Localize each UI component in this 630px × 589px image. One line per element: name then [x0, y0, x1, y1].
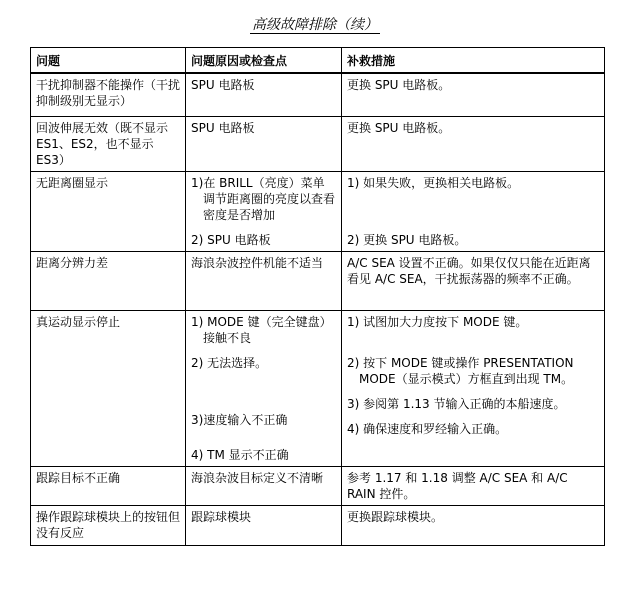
cause-cell: SPU 电路板	[186, 117, 342, 172]
table-row	[31, 311, 605, 467]
cause-item: 2) SPU 电路板	[191, 233, 271, 247]
remedy-cell: 更换 SPU 电路板。	[342, 117, 605, 172]
troubleshooting-table	[30, 47, 605, 546]
table-row	[31, 172, 605, 252]
remedy-item: 1) 试图加大力度按下 MODE 键。	[347, 315, 528, 329]
problem-cell: 距离分辨力差	[31, 252, 186, 311]
problem-cell: 跟踪目标不正确	[31, 467, 186, 506]
cause-cell: SPU 电路板	[186, 73, 342, 117]
table-row	[31, 506, 605, 546]
cause-cell	[186, 172, 342, 252]
remedy-item: 1) 如果失败，更换相关电路板。	[347, 176, 520, 190]
problem-cell: 无距离圈显示	[31, 172, 186, 252]
header-cause: 问题原因或检查点	[186, 48, 342, 74]
remedy-item: 3) 参阅第 1.13 节输入正确的本船速度。	[347, 397, 566, 411]
cause-cell	[186, 311, 342, 467]
cause-cell: 海浪杂波控件机能不适当	[186, 252, 342, 311]
problem-cell: 干扰抑制器不能操作（干扰抑制级别无显示）	[31, 73, 186, 117]
problem-cell: 回波伸展无效（既不显示ES1、ES2，也不显示 ES3）	[31, 117, 186, 172]
remedy-item: 4) 确保速度和罗经输入正确。	[347, 422, 508, 436]
remedy-cell: 更换跟踪球模块。	[342, 506, 605, 546]
cause-item: 1) MODE 键（完全键盘）接触不良	[191, 315, 332, 345]
header-remedy: 补救措施	[342, 48, 605, 74]
page-title-text: 高级故障排除（续）	[252, 17, 378, 33]
table-header-row	[31, 48, 605, 74]
table-row	[31, 117, 605, 172]
cause-item: 4) TM 显示不正确	[191, 448, 289, 462]
remedy-cell: 更换 SPU 电路板。	[342, 73, 605, 117]
problem-cell: 真运动显示停止	[31, 311, 186, 467]
cause-cell: 跟踪球模块	[186, 506, 342, 546]
remedy-item: 2) 按下 MODE 键或操作 PRESENTATION MODE（显示模式）方框直到出现 TM。	[347, 356, 574, 386]
header-problem: 问题	[31, 48, 186, 74]
table-row	[31, 467, 605, 506]
cause-cell: 海浪杂波目标定义不清晰	[186, 467, 342, 506]
cause-item: 3)速度输入不正确	[191, 413, 288, 427]
cause-item: 2) 无法选择。	[191, 356, 268, 370]
page-title	[0, 16, 630, 34]
remedy-item: 2) 更换 SPU 电路板。	[347, 233, 467, 247]
cause-item: 1)在 BRILL（亮度）菜单调节距离圈的亮度以查看密度是否增加	[191, 176, 336, 222]
remedy-cell	[342, 172, 605, 252]
problem-cell: 操作跟踪球模块上的按钮但没有反应	[31, 506, 186, 546]
table-row	[31, 73, 605, 117]
remedy-cell	[342, 311, 605, 467]
remedy-cell: 参考 1.17 和 1.18 调整 A/C SEA 和 A/C RAIN 控件。	[342, 467, 605, 506]
table-row	[31, 252, 605, 311]
remedy-cell: A/C SEA 设置不正确。如果仅仅只能在近距离看见 A/C SEA，干扰振荡器的频率不正确。	[342, 252, 605, 311]
